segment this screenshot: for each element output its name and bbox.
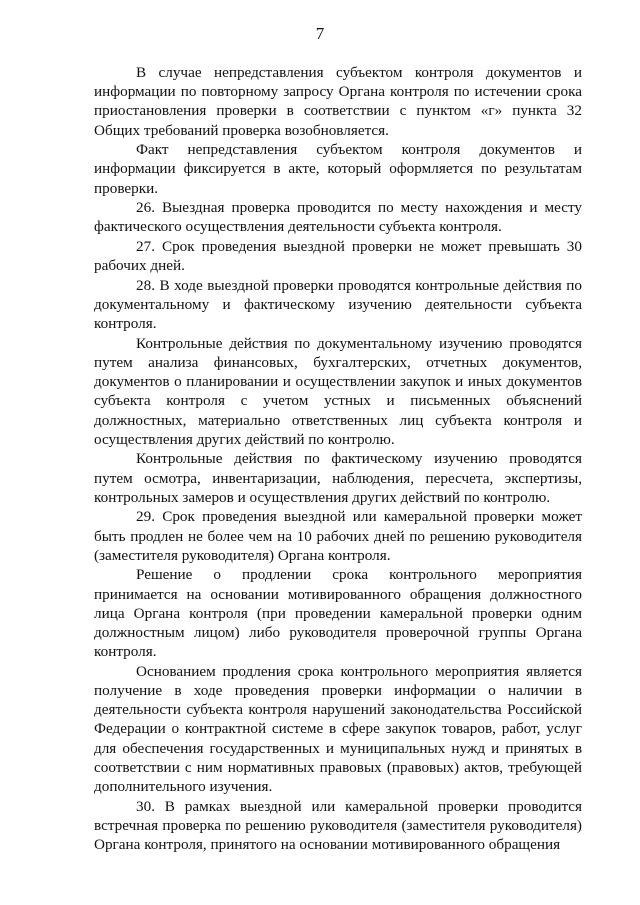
document-body — [94, 63, 582, 854]
paragraph-29: 29. Срок проведения выездной или камеральной проверки может быть продлен не более чем на 10 рабочих дней по решению руководителя (заместителя руководителя) Органа контроля. — [94, 508, 582, 564]
paragraph-extension-grounds: Основанием продления срока контрольного мероприятия является получение в ходе проведения проверки информации о наличии в деятельности субъекта контроля нарушений законодательства Российской Федерации о контрактной системе в сфере закупок товаров, работ, услуг для обеспечения государственных и муниципальных нужд и принятых в соответствии с ним нормативных правовых (правовых) актов, требующей дополнительного изучения. — [94, 662, 582, 796]
paragraph-extension-decision: Решение о продлении срока контрольного мероприятия принимается на основании мотивированного обращения должностного лица Органа контроля (при проведении камеральной проверки одним должностным лицом) либо руководителя проверочной группы Органа контроля. — [94, 566, 582, 661]
paragraph-resumption: В случае непредставления субъектом контроля документов и информации по повторному запросу Органа контроля по истечении срока приостановления проверки в соответствии с пунктом «г» пункта 32 Общих требований проверка возобновляется. — [94, 64, 582, 139]
paragraph-non-submission-record: Факт непредставления субъектом контроля документов и информации фиксируется в акте, который оформляется по результатам проверки. — [94, 141, 582, 197]
paragraph-documentary-study: Контрольные действия по документальному изучению проводятся путем анализа финансовых, бухгалтерских, отчетных документов, документов о планировании и осуществлении закупок и иных документов субъекта контроля с учетом устных и письменных объяснений должностных, материально ответственных лиц субъекта контроля и осуществления других действий по контролю. — [94, 334, 582, 448]
paragraph-30: 30. В рамках выездной или камеральной проверки проводится встречная проверка по решению руководителя (заместителя руководителя) Органа контроля, принятого на основании мотивированного обращения — [94, 797, 582, 854]
paragraph-26: 26. Выездная проверка проводится по месту нахождения и месту фактического осуществления деятельности субъекта контроля. — [94, 199, 582, 236]
paragraph-factual-study: Контрольные действия по фактическому изучению проводятся путем осмотра, инвентаризации, наблюдения, пересчета, экспертизы, контрольных замеров и осуществления других действий по контролю. — [94, 450, 582, 506]
paragraph-28: 28. В ходе выездной проверки проводятся контрольные действия по документальному и фактическому изучению деятельности субъекта контроля. — [94, 276, 582, 333]
paragraph-27: 27. Срок проведения выездной проверки не может превышать 30 рабочих дней. — [94, 238, 582, 275]
page-number: 7 — [315, 24, 325, 43]
